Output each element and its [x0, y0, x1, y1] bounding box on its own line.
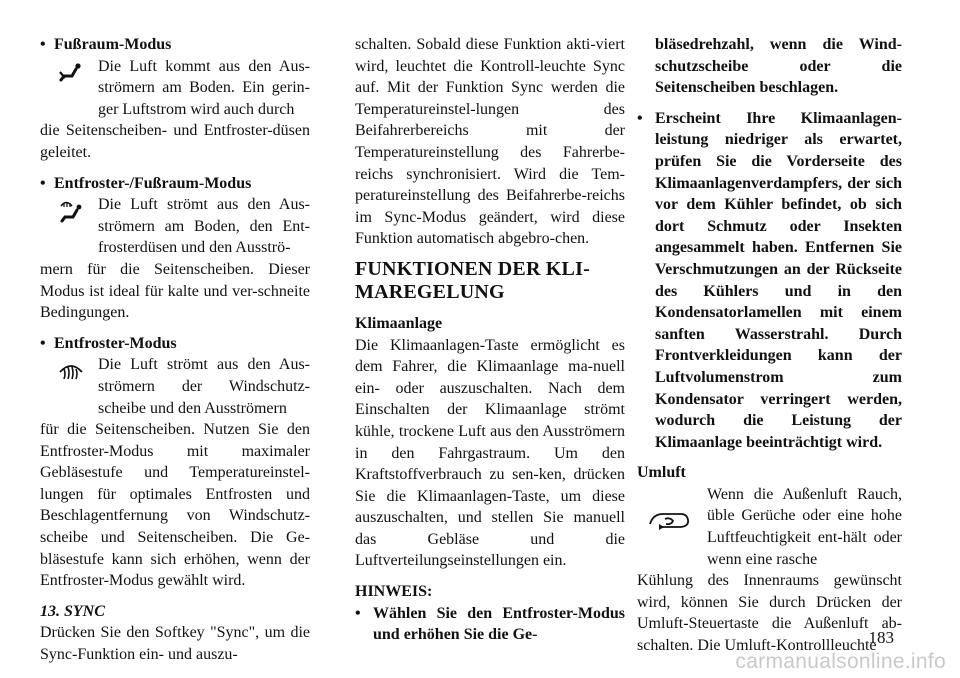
- fussraum-rest: die Seitenscheiben- und Entfroster-düsen geleitet.: [40, 122, 310, 161]
- watermark: carmanualsonline.info: [735, 650, 946, 673]
- sync-heading: 13. SYNC: [40, 602, 105, 620]
- hinweis-bullet-1: • Wählen Sie den Entfroster-Modus und erhöhen Sie die Ge-: [355, 604, 625, 644]
- entfroster-rest: für die Seitenscheiben. Nutzen Sie den Entfroster-Modus mit maximaler Gebläsestufe und Temperatureinstel-lungen für optimales Entfrosten und Beschlagentfernung von Windschutz-scheibe und Seitenscheiben. Die Ge-bläsestufe kann sich erhöhen, wenn der Entfroster-Modus gewählt wird.: [40, 421, 310, 590]
- hinweis-bullet-2: • Erscheint Ihre Klimaanlagen-leistung niedriger als erwartet, prüfen Sie die Vorderseite des Klimaanlagenverdampfers, der sich vor dem Kühler befindet, ob sich dort Schmutz oder Insekten angesammelt haben. Entfernen Sie Verschmutzungen an der Rückseite des Kühlers und in den Kondensatorlamellen mit einem sanften Wasserstrahl. Durch Frontverkleidungen kann der Luftvolumenstrom zum Kondensator verringert werden, wodurch die Leistung der Klimaanlage beeinträchtigt wird.: [637, 109, 902, 451]
- floor-mode-icon: [58, 60, 84, 86]
- column-3: [637, 34, 902, 657]
- bullet: •: [40, 334, 46, 352]
- sync-continued: schalten. Sobald diese Funktion akti-viert wird, leuchtet die Kontroll-leuchte Sync auf. Mit der Funktion Sync werden die Temperatureinstel-lungen des Beifahrerbereichs mit der Temperatureinstellung des Fahrerbe-reichs synchronisiert. Wird die Tem-peratureinstellung des Beifahrerbe-reichs im Sync-Modus geändert, wird diese Funktion automatisch abgebro-chen.: [355, 36, 625, 248]
- section-title: FUNKTIONEN DER KLI- MAREGELUNG: [355, 257, 590, 303]
- klimaanlage-text: Die Klimaanlagen-Taste ermöglicht es dem Fahrer, die Klimaanlage ma-nuell ein- oder auszuschalten. Nach dem Einschalten der Klimaanlage strömt kühle, trockene Luft aus den Ausströmern in den Fahrgastraum. Um den Kraftstoffverbrauch zu sen-ken, drücken Sie die Klimaanlagen-Taste, um diese auszuschalten, und stellen Sie manuell das Gebläse und die Luftverteilungseinstellungen ein.: [355, 336, 625, 570]
- bullet: •: [637, 109, 643, 127]
- entfroster-icon-row: [40, 354, 310, 419]
- hinweis-label: HINWEIS:: [355, 583, 433, 601]
- recirculation-icon: [647, 508, 691, 534]
- umluft-section: [637, 462, 902, 656]
- bullet: •: [40, 174, 46, 192]
- entfroster-fuss-heading: • Entfroster-/Fußraum-Modus: [40, 173, 310, 195]
- umluft-rest: Kühlung des Innenraums gewünscht wird, können Sie durch Drücken der Umluft-Steuertaste die Außenluft ab-schalten. Die Umluft-Kontrollleuchte: [637, 572, 902, 655]
- fussraum-text: Die Luft kommt aus den Aus-strömern am Boden. Ein gerin-ger Luftstrom wird auch durch: [98, 57, 310, 118]
- column-1: [40, 34, 310, 666]
- bullet: •: [355, 604, 361, 622]
- defrost-mode-icon: [58, 358, 84, 384]
- entfroster-fuss-rest: mern für die Seitenscheiben. Dieser Modus ist ideal für kalte und ver-schneite Bedingungen.: [40, 260, 310, 322]
- klimaanlage-heading: Klimaanlage: [355, 314, 443, 332]
- umluft-heading: Umluft: [637, 464, 686, 482]
- column-2: [355, 34, 625, 646]
- bullet: •: [40, 36, 46, 53]
- hinweis-bullet-1-continued: bläsedrehzahl, wenn die Wind-schutzscheibe oder die Seitenscheiben beschlagen.: [655, 36, 902, 97]
- entfroster-heading: • Entfroster-Modus: [40, 333, 310, 355]
- entfroster-fuss-icon-row: [40, 194, 310, 259]
- defrost-floor-mode-icon: [58, 198, 84, 224]
- entfroster-fuss-text: Die Luft strömt aus den Aus-strömern am Boden, den Ent-frosterdüsen und den Ausströ-: [98, 196, 310, 257]
- sync-text: Drücken Sie den Softkey "Sync", um die Sync-Funktion ein- und auszu-: [40, 624, 310, 664]
- fussraum-icon-row: [40, 56, 310, 121]
- entfroster-text: Die Luft strömt aus den Aus-strömern der Windschutz-scheibe und den Ausströmern: [98, 356, 310, 417]
- fussraum-heading: • Fußraum-Modus: [40, 34, 310, 56]
- page-number: 183: [868, 628, 894, 647]
- umluft-icon-text: Wenn die Außenluft Rauch, üble Gerüche oder eine hohe Luftfeuchtigkeit ent-hält oder wenn eine rasche: [707, 485, 902, 568]
